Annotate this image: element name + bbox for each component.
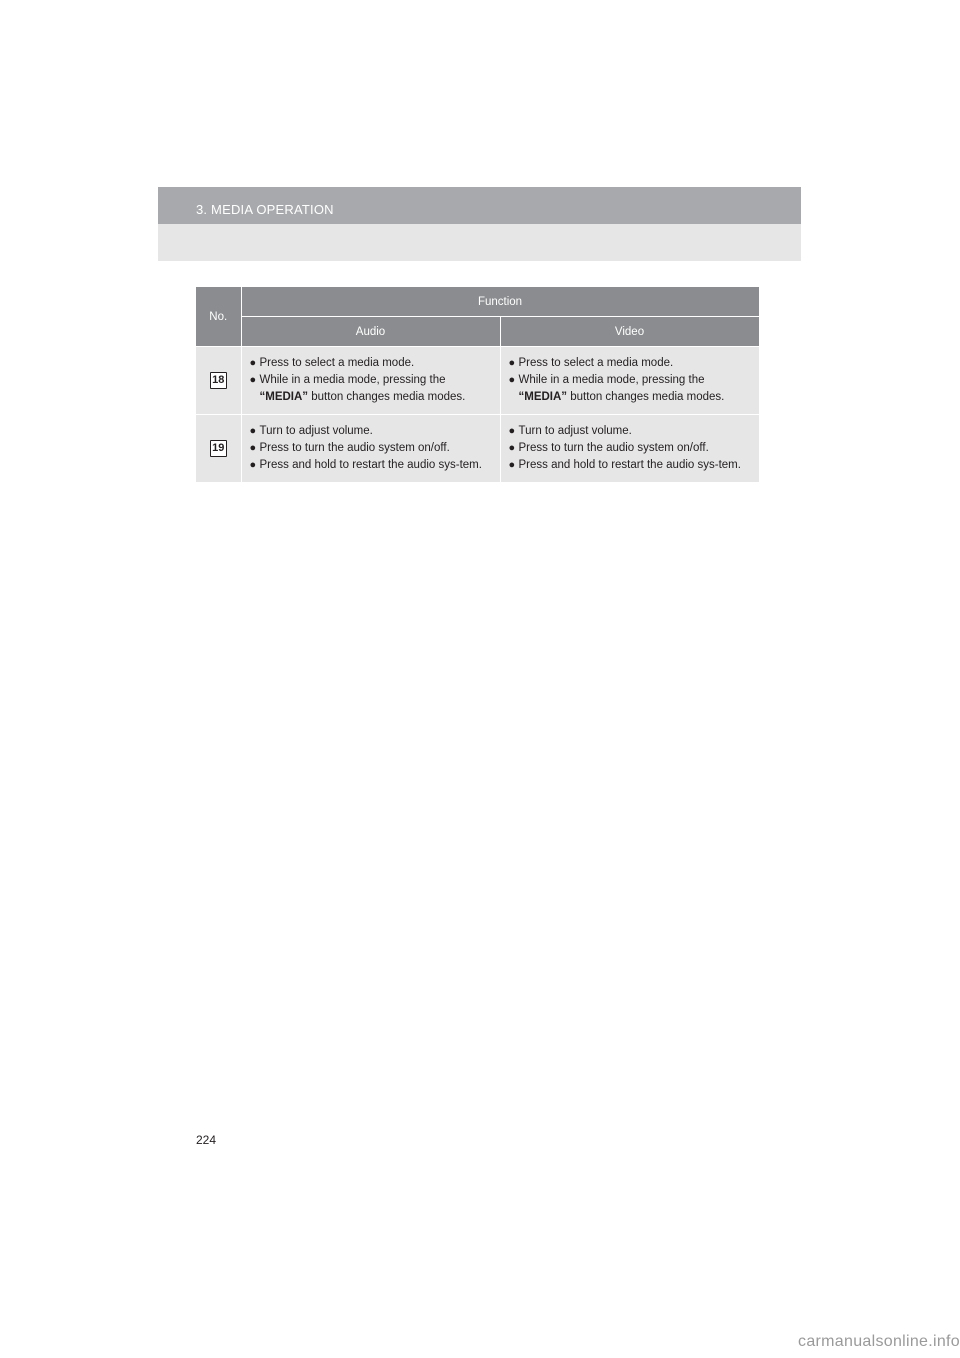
page-number: 224 xyxy=(196,1133,217,1147)
media-button-label: “MEDIA” xyxy=(259,391,309,403)
bullet-icon: ● xyxy=(508,357,516,369)
list-item: ● Turn to adjust volume. xyxy=(509,423,750,440)
bullet-icon: ● xyxy=(249,374,257,386)
bullet-icon: ● xyxy=(508,442,516,454)
section-title: 3. MEDIA OPERATION xyxy=(196,202,334,217)
video-function-cell xyxy=(500,347,759,415)
bullet-icon: ● xyxy=(249,357,257,369)
audio-function-cell xyxy=(241,415,500,483)
column-header-audio: Audio xyxy=(241,317,500,347)
media-button-label: “MEDIA” xyxy=(518,391,568,403)
table-row xyxy=(196,347,759,415)
list-item: ● Press to turn the audio system on/off. xyxy=(509,440,750,457)
bullet-icon: ● xyxy=(249,459,257,471)
list-item: ● Press to select a media mode. xyxy=(250,355,491,372)
number-18-icon: 18 xyxy=(210,372,227,389)
list-item: ● While in a media mode, pressing the “MEDIA” button changes media modes. xyxy=(508,374,725,403)
list-item: ● Turn to adjust volume. xyxy=(250,423,491,440)
watermark-text: carmanualsonline.info xyxy=(798,1333,960,1350)
row-number-cell xyxy=(196,415,241,483)
row-number-cell xyxy=(196,347,241,415)
watermark xyxy=(798,1330,960,1354)
list-item: ● Press and hold to restart the audio sys-tem. xyxy=(250,457,491,474)
column-header-video: Video xyxy=(500,317,759,347)
list-item: ● While in a media mode, pressing the “MEDIA” button changes media modes. xyxy=(249,374,466,403)
video-function-cell xyxy=(500,415,759,483)
bullet-icon: ● xyxy=(508,374,516,386)
list-item: ● Press to turn the audio system on/off. xyxy=(250,440,491,457)
section-title-bar xyxy=(158,187,801,224)
section-header xyxy=(158,187,801,261)
bullet-icon: ● xyxy=(508,459,516,471)
bullet-icon: ● xyxy=(249,425,257,437)
list-item: ● Press and hold to restart the audio sys-tem. xyxy=(509,457,750,474)
bullet-icon: ● xyxy=(508,425,516,437)
audio-function-cell xyxy=(241,347,500,415)
column-header-no: No. xyxy=(196,287,241,347)
column-header-function: Function xyxy=(241,287,759,317)
number-19-icon: 19 xyxy=(210,440,227,457)
table-row xyxy=(196,415,759,483)
bullet-icon: ● xyxy=(249,442,257,454)
function-table xyxy=(196,287,760,483)
list-item: ● Press to select a media mode. xyxy=(509,355,750,372)
